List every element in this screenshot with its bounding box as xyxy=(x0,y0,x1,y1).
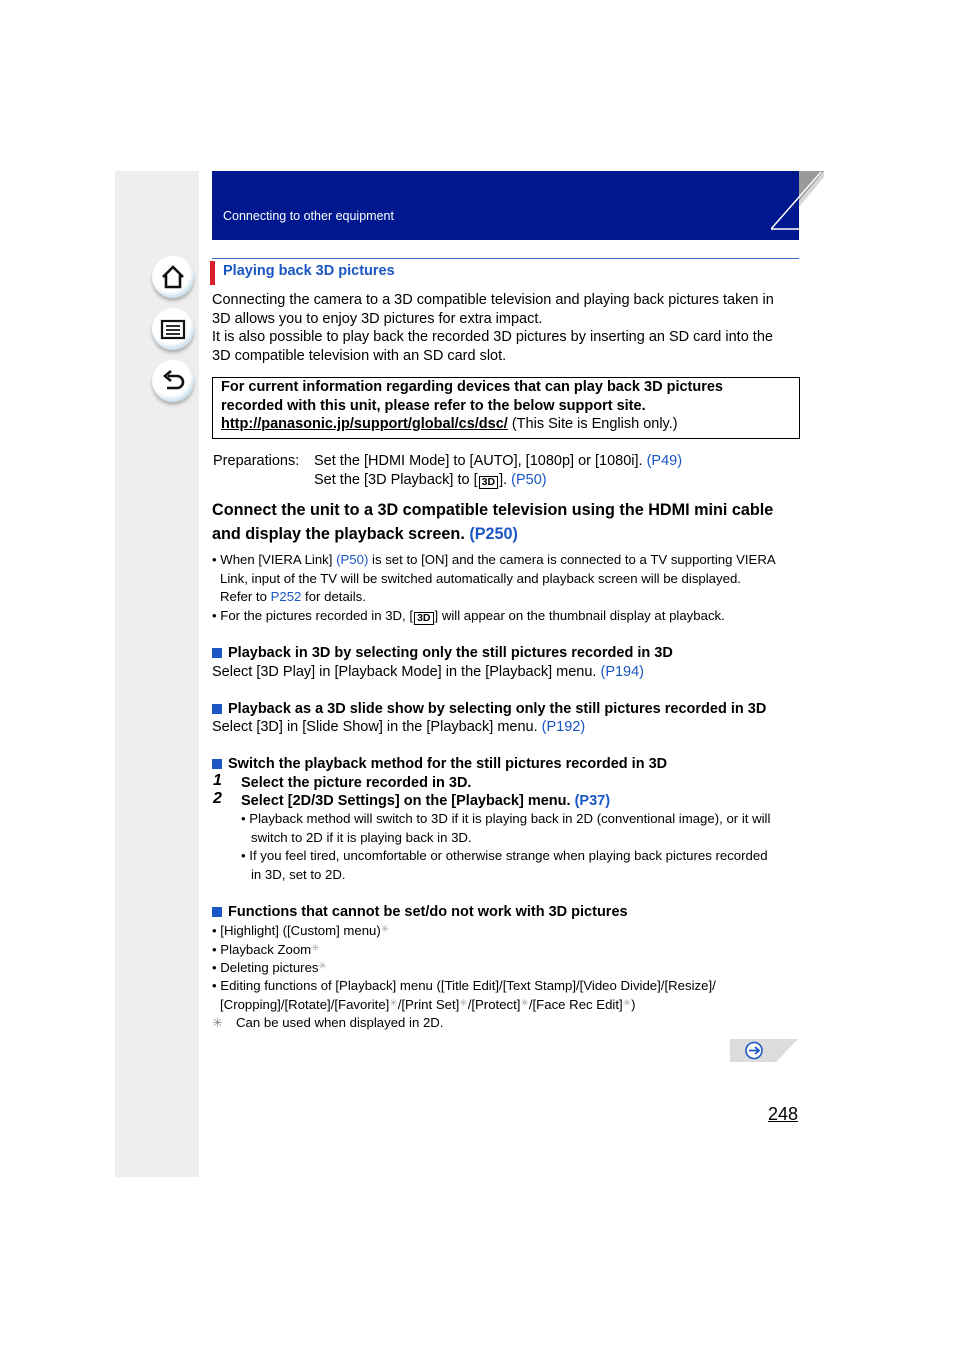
step-text: Select the picture recorded in 3D. xyxy=(241,775,472,791)
square-bullet-icon xyxy=(212,759,222,769)
list-item-text: • Deleting pictures xyxy=(212,960,319,975)
ref-link-p252[interactable]: P252 xyxy=(270,589,302,604)
square-bullet-icon xyxy=(212,648,222,658)
menu-button[interactable] xyxy=(152,308,194,350)
body-text: Select [3D] in [Slide Show] in the [Playback] menu. xyxy=(212,719,542,735)
subsection-heading xyxy=(212,700,766,719)
bullet-viera-link xyxy=(212,551,776,570)
list-item-text: /[Protect] xyxy=(467,997,521,1012)
page-number: 248 xyxy=(768,1104,799,1124)
ref-link-p50[interactable]: (P50) xyxy=(336,552,369,567)
list-item xyxy=(212,921,389,941)
step-number: 1 xyxy=(213,772,222,789)
preparation-step-2 xyxy=(314,471,547,490)
step-number: 2 xyxy=(213,790,222,807)
bullet-text: ] will appear on the thumbnail display at playback. xyxy=(434,608,725,623)
footnote-mark: ✳ xyxy=(212,1015,224,1030)
3d-icon: 3D xyxy=(414,612,433,625)
header-band xyxy=(212,171,799,240)
return-icon xyxy=(159,367,187,395)
header-corner-decoration xyxy=(771,171,824,231)
preparation-text: Set the [HDMI Mode] to [AUTO], [1080p] or [1080i]. xyxy=(314,453,647,469)
list-item xyxy=(212,940,320,960)
subsection-body xyxy=(212,718,585,737)
preparation-step-1 xyxy=(314,452,682,471)
list-item-text: ) xyxy=(631,997,636,1012)
step-note: in 3D, set to 2D. xyxy=(251,867,346,882)
back-button[interactable] xyxy=(152,360,194,402)
bullet-text: Refer to xyxy=(220,589,271,604)
step-text-main: Select [2D/3D Settings] on the [Playback] menu. xyxy=(241,793,575,809)
ref-link-p194[interactable]: (P194) xyxy=(600,664,645,680)
home-button[interactable] xyxy=(152,256,194,298)
notice-line-1: For current information regarding devices that can play back 3D pictures xyxy=(221,379,723,395)
asterisk-icon: ✳ xyxy=(459,998,468,1009)
intro-line: 3D allows you to enjoy 3D pictures for extra impact. xyxy=(212,310,543,327)
subsection-heading xyxy=(212,644,673,663)
asterisk-icon: ✳ xyxy=(389,998,398,1009)
subsection-title: Switch the playback method for the still pictures recorded in 3D xyxy=(228,756,668,772)
asterisk-icon: ✳ xyxy=(520,998,529,1009)
intro-line: Connecting the camera to a 3D compatible television and playing back pictures taken in xyxy=(212,292,774,308)
list-item-text: [Cropping]/[Rotate]/[Favorite] xyxy=(220,997,390,1012)
support-url-link[interactable]: http://panasonic.jp/support/global/cs/dsc/ xyxy=(221,416,508,432)
bullet-viera-link-refer xyxy=(220,588,366,607)
header-title: Connecting to other equipment xyxy=(223,209,394,223)
bullet-viera-link-cont: Link, input of the TV will be switched automatically and playback screen will be displayed. xyxy=(220,571,741,586)
ref-link-p49[interactable]: (P49) xyxy=(646,453,683,469)
square-bullet-icon xyxy=(212,907,222,917)
section-rule xyxy=(212,258,799,259)
intro-line: 3D compatible television with an SD card slot. xyxy=(212,348,507,365)
step-note: switch to 2D if it is playing back in 3D. xyxy=(251,830,472,845)
bullet-text: for details. xyxy=(301,589,366,604)
bullet-text: is set to [ON] and the camera is connected to a TV supporting VIERA xyxy=(368,552,776,567)
ref-link-p37[interactable]: (P37) xyxy=(574,793,611,809)
step-note: • Playback method will switch to 3D if it is playing back in 2D (conventional image), or it will xyxy=(241,811,771,826)
menu-list-icon xyxy=(159,315,187,343)
notice-line-2: recorded with this unit, please refer to the below support site. xyxy=(221,398,646,414)
step-note: • If you feel tired, uncomfortable or otherwise strange when playing back pictures recorded xyxy=(241,848,768,863)
preparations-label: Preparations: xyxy=(213,453,300,469)
notice-line-3 xyxy=(221,415,678,434)
list-item-cont xyxy=(220,995,635,1015)
bullet-3d-thumbnail xyxy=(212,607,725,626)
asterisk-icon: ✳ xyxy=(380,924,390,935)
footnote-text: Can be used when displayed in 2D. xyxy=(236,1015,444,1030)
list-item xyxy=(212,958,327,978)
bullet-text: • For the pictures recorded in 3D, [ xyxy=(212,608,414,623)
list-item-text: • Playback Zoom xyxy=(212,942,312,957)
list-item-text: /[Print Set] xyxy=(397,997,460,1012)
notice-note: (This Site is English only.) xyxy=(507,416,678,432)
body-text: Select [3D Play] in [Playback Mode] in the [Playback] menu. xyxy=(212,664,601,680)
preparation-text: ]. xyxy=(499,472,512,488)
subsection-heading xyxy=(212,903,628,922)
connect-heading-line: Connect the unit to a 3D compatible television using the HDMI mini cable xyxy=(212,501,774,519)
intro-line: It is also possible to play back the recorded 3D pictures by inserting an SD card into the xyxy=(212,329,773,346)
connect-heading xyxy=(212,498,773,546)
ref-link-p192[interactable]: (P192) xyxy=(541,719,586,735)
asterisk-icon: ✳ xyxy=(622,998,632,1009)
connect-heading-line: and display the playback screen. xyxy=(212,525,470,543)
subsection-title: Functions that cannot be set/do not work with 3D pictures xyxy=(228,904,628,920)
section-title: Playing back 3D pictures xyxy=(223,263,395,279)
subsection-title: Playback in 3D by selecting only the still pictures recorded in 3D xyxy=(228,645,673,661)
bullet-text: • When [VIERA Link] xyxy=(212,552,337,567)
preparation-text: Set the [3D Playback] to [ xyxy=(314,472,478,488)
asterisk-icon: ✳ xyxy=(318,961,327,972)
intro-paragraph xyxy=(212,291,774,366)
square-bullet-icon xyxy=(212,704,222,714)
ref-link-p250[interactable]: (P250) xyxy=(469,525,518,543)
ref-link-p50[interactable]: (P50) xyxy=(511,472,547,488)
step-text xyxy=(241,792,610,811)
subsection-title: Playback as a 3D slide show by selecting only the still pictures recorded in 3D xyxy=(228,701,767,717)
list-item-text: /[Face Rec Edit] xyxy=(528,997,623,1012)
list-item-text: • [Highlight] ([Custom] menu) xyxy=(212,923,381,938)
3d-icon: 3D xyxy=(479,476,498,489)
next-page-button[interactable] xyxy=(730,1039,798,1062)
subsection-body xyxy=(212,663,644,682)
section-marker xyxy=(210,261,215,285)
list-item: • Editing functions of [Playback] menu ([Title Edit]/[Text Stamp]/[Video Divide]/[Resize]/ xyxy=(212,978,716,993)
subsection-heading xyxy=(212,755,667,774)
asterisk-icon: ✳ xyxy=(311,943,320,954)
home-icon xyxy=(159,263,187,291)
